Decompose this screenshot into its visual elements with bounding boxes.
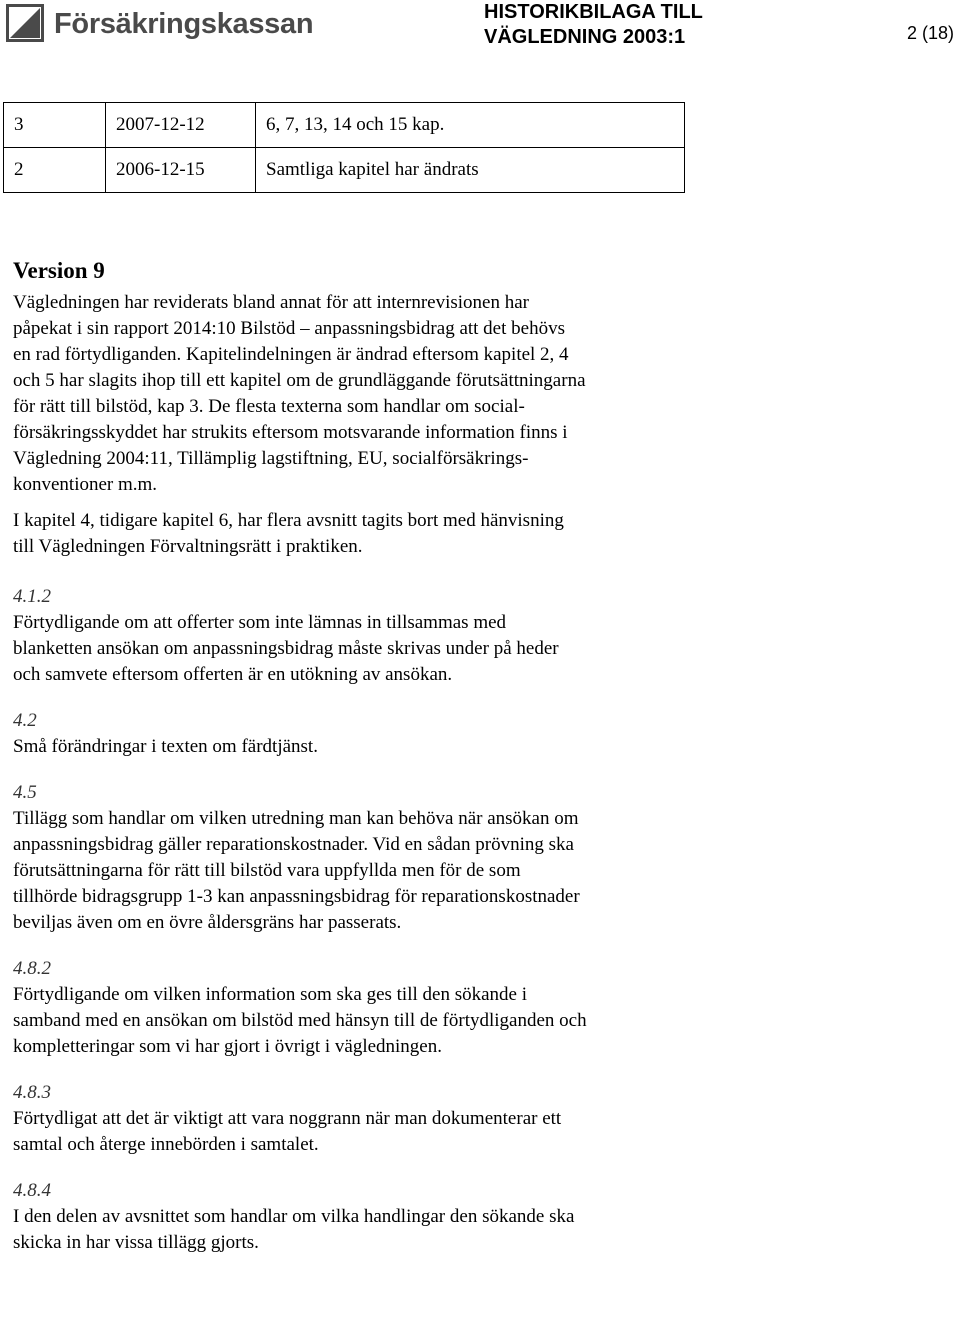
- text-line: anpassningsbidrag gäller reparationskostnader. Vid en sådan prövning ska: [13, 834, 574, 855]
- text-line: förutsättningarna för rätt till bilstöd vara uppfyllda men för de som: [13, 860, 521, 881]
- text-line: påpekat i sin rapport 2014:10 Bilstöd – anpassningsbidrag att det behövs: [13, 318, 565, 339]
- table-cell-changes: 6, 7, 13, 14 och 15 kap.: [256, 103, 685, 148]
- section-number: 4.8.2: [13, 958, 51, 979]
- text-line: för rätt till bilstöd, kap 3. De flesta texterna som handlar om social-: [13, 396, 525, 417]
- change-section: [13, 1178, 703, 1256]
- table-cell-changes: Samtliga kapitel har ändrats: [256, 148, 685, 193]
- text-line: Vägledning 2004:11, Tillämplig lagstiftning, EU, socialförsäkrings-: [13, 448, 529, 469]
- table-row: [4, 148, 685, 193]
- section-number: 4.1.2: [13, 586, 51, 607]
- change-section: [13, 780, 703, 936]
- text-line: Vägledningen har reviderats bland annat för att internrevisionen har: [13, 292, 529, 313]
- logo-icon: [6, 4, 44, 42]
- text-line: och 5 har slagits ihop till ett kapitel om de grundläggande förutsättningarna: [13, 370, 586, 391]
- text-line: till Vägledningen Förvaltningsrätt i praktiken.: [13, 536, 363, 557]
- text-line: konventioner m.m.: [13, 474, 158, 495]
- text-line: I kapitel 4, tidigare kapitel 6, har flera avsnitt tagits bort med hänvisning: [13, 510, 564, 531]
- table-cell-version: 3: [4, 103, 106, 148]
- document-title: [484, 0, 703, 50]
- change-section: [13, 1080, 703, 1158]
- text-line: Förtydligande om att offerter som inte lämnas in tillsammas med: [13, 612, 507, 633]
- document-title-line1: HISTORIKBILAGA TILL: [484, 1, 703, 23]
- table-row: [4, 103, 685, 148]
- text-line: beviljas även om en övre åldersgräns har passerats.: [13, 912, 402, 933]
- text-line: tillhörde bidragsgrupp 1-3 kan anpassningsbidrag för reparationskostnader: [13, 886, 580, 907]
- text-line: Förtydligat att det är viktigt att vara noggrann när man dokumenterar ett: [13, 1108, 562, 1129]
- text-line: samtal och återge innebörden i samtalet.: [13, 1134, 319, 1155]
- section-number: 4.2: [13, 710, 37, 731]
- text-line: Tillägg som handlar om vilken utredning man kan behöva när ansökan om: [13, 808, 579, 829]
- document-title-line2: VÄGLEDNING 2003:1: [484, 26, 686, 48]
- text-line: kompletteringar som vi har gjort i övrigt i vägledningen.: [13, 1036, 442, 1057]
- section-number: 4.8.3: [13, 1082, 51, 1103]
- change-section: [13, 584, 703, 688]
- table-cell-version: 2: [4, 148, 106, 193]
- version-heading: Version 9: [13, 258, 105, 283]
- change-section: [13, 956, 703, 1060]
- text-line: en rad förtydliganden. Kapitelindelningen är ändrad eftersom kapitel 2, 4: [13, 344, 569, 365]
- text-line: Små förändringar i texten om färdtjänst.: [13, 736, 318, 757]
- text-line: skicka in har vissa tillägg gjorts.: [13, 1232, 259, 1253]
- section-number: 4.8.4: [13, 1180, 51, 1201]
- text-line: och samvete eftersom offerten är en utökning av ansökan.: [13, 664, 453, 685]
- page-number: 2 (18): [907, 23, 955, 43]
- logo-text: Försäkringskassan: [54, 8, 314, 40]
- version-history-table: [3, 102, 685, 193]
- page-header: [0, 0, 960, 50]
- text-line: försäkringsskyddet har strukits eftersom motsvarande information finns i: [13, 422, 568, 443]
- version-intro-paragraph: [13, 290, 703, 498]
- text-line: blanketten ansökan om anpassningsbidrag måste skrivas under på heder: [13, 638, 559, 659]
- section-number: 4.5: [13, 782, 37, 803]
- change-section: [13, 708, 703, 760]
- table-cell-date: 2006-12-15: [106, 148, 256, 193]
- main-content: [13, 256, 703, 1256]
- version-paragraph-2: [13, 508, 703, 560]
- text-line: samband med en ansökan om bilstöd med hänsyn till de förtydliganden och: [13, 1010, 587, 1031]
- text-line: I den delen av avsnittet som handlar om vilka handlingar den sökande ska: [13, 1206, 575, 1227]
- table-cell-date: 2007-12-12: [106, 103, 256, 148]
- text-line: Förtydligande om vilken information som ska ges till den sökande i: [13, 984, 527, 1005]
